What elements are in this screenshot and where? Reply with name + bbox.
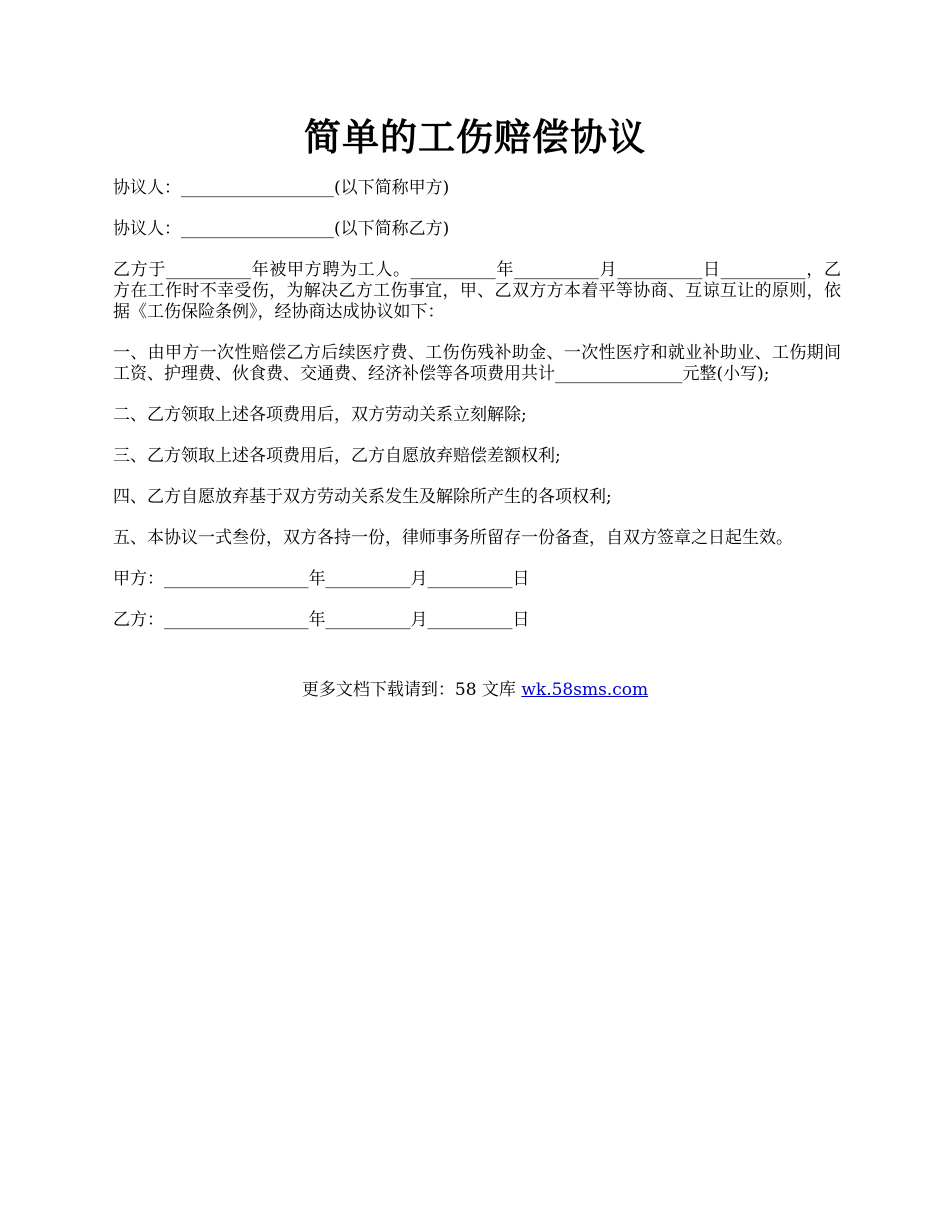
document-body bbox=[113, 178, 841, 651]
clause-1: 一、由甲方一次性赔偿乙方后续医疗费、工伤伤残补助金、一次性医疗和就业补助业、工伤期间工资、护理费、伙食费、交通费、经济补偿等各项费用共计_______________元整(小写); bbox=[113, 343, 841, 384]
document-title: 简单的工伤赔偿协议 bbox=[304, 115, 646, 159]
footer-link[interactable]: wk.58sms.com bbox=[521, 680, 649, 700]
signature-party-a: 甲方：_________________年__________月__________日 bbox=[113, 569, 530, 589]
intro-paragraph: 乙方于__________年被甲方聘为工人。__________年__________月__________日__________，乙方在工作时不幸受伤，为解决乙方工伤事宜，甲、乙双方方本着平等协商、互谅互让的原则，依据《工伤保险条例》，经协商达成协议如下： bbox=[113, 260, 841, 322]
party-a-line: 协议人：__________________(以下简称甲方) bbox=[113, 178, 450, 198]
download-footer bbox=[0, 679, 950, 701]
clause-2: 二、乙方领取上述各项费用后，双方劳动关系立刻解除; bbox=[113, 405, 527, 425]
party-b-line: 协议人：__________________(以下简称乙方) bbox=[113, 219, 450, 239]
signature-party-b: 乙方：_________________年__________月__________日 bbox=[113, 610, 530, 630]
footer-text: 更多文档下载请到：58 文库 bbox=[301, 680, 522, 700]
clause-5: 五、本协议一式叁份，双方各持一份，律师事务所留存一份备查，自双方签章之日起生效。 bbox=[113, 528, 793, 548]
clause-4: 四、乙方自愿放弃基于双方劳动关系发生及解除所产生的各项权利; bbox=[113, 487, 612, 507]
clause-3: 三、乙方领取上述各项费用后，乙方自愿放弃赔偿差额权利; bbox=[113, 446, 561, 466]
